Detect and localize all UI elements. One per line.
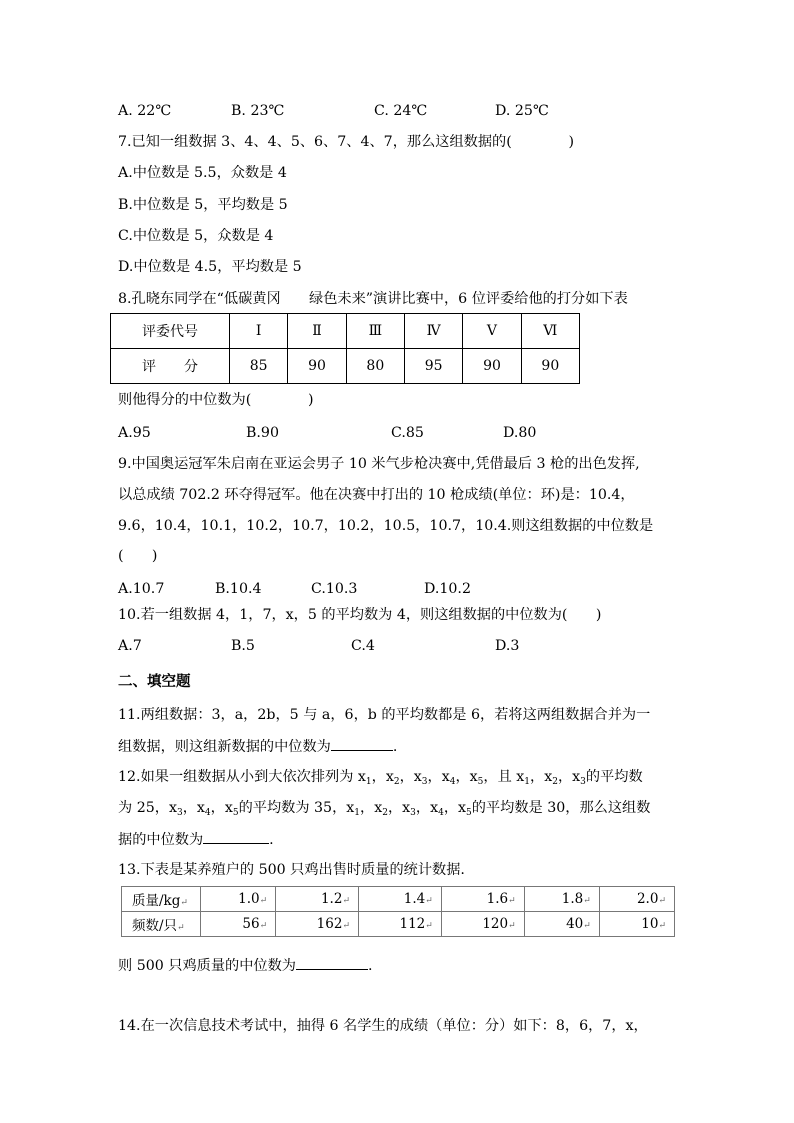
cell-text: 1.8: [561, 891, 584, 907]
table-cell: [441, 887, 524, 912]
q10-option-a: A.7: [118, 638, 142, 654]
q9-option-c: C.10.3: [311, 581, 358, 597]
subscript: 2: [393, 777, 400, 787]
subscript: 2: [382, 808, 388, 818]
q9-option-b: B.10.4: [215, 581, 262, 597]
table-cell: 85: [230, 349, 288, 384]
q12-text: ，x: [182, 800, 205, 816]
return-mark-icon: ↵: [425, 896, 433, 906]
q11-period: .: [392, 739, 398, 755]
subscript: 3: [580, 777, 586, 787]
q7-option-d: D.中位数是 4.5，平均数是 5: [118, 259, 302, 275]
return-mark-icon: ↵: [508, 921, 516, 931]
q10-option-c: C.4: [351, 638, 375, 654]
q12-answer-blank[interactable]: [203, 829, 269, 844]
q12-text: ，x: [210, 800, 233, 816]
return-mark-icon: ↵: [583, 896, 591, 906]
q12-text: ，x: [399, 769, 422, 785]
q8-stem: 8.孔晓东同学在“低碳黄冈 绿色未来”演讲比赛中，6 位评委给他的打分如下表: [118, 291, 628, 307]
q7-option-c: C.中位数是 5，众数是 4: [118, 228, 274, 244]
return-mark-icon: ↵: [177, 923, 185, 933]
q7-option-b: B.中位数是 5，平均数是 5: [118, 197, 288, 213]
return-mark-icon: ↵: [425, 921, 433, 931]
cell-text: 10: [641, 916, 659, 932]
q12-text: ，x: [443, 800, 467, 816]
q10-option-d: D.3: [495, 638, 520, 654]
cell-text: 112: [399, 916, 426, 932]
subscript: 5: [466, 808, 472, 818]
table-cell: [599, 887, 674, 912]
return-mark-icon: ↵: [508, 896, 516, 906]
q12-text: 的平均数为 35，x: [238, 800, 355, 816]
table-cell: 评 分: [111, 349, 230, 384]
cell-text: 频数/只: [132, 918, 178, 934]
table-cell: [524, 912, 599, 937]
subscript: 3: [176, 808, 183, 818]
q12-text: ，且 x: [483, 769, 525, 785]
cell-text: 56: [242, 916, 260, 932]
subscript: 5: [477, 777, 484, 787]
subscript: 1: [354, 808, 360, 818]
q14-line-1: 14.在一次信息技术考试中，抽得 6 名学生的成绩（单位：分）如下：8，6，7，x，: [118, 1018, 648, 1034]
q10-stem: 10.若一组数据 4，1，7，x，5 的平均数为 4，则这组数据的中位数为( ): [118, 607, 602, 623]
cell-text: 1.0: [238, 891, 260, 907]
table-cell: [122, 912, 201, 937]
q12-period: .: [269, 832, 274, 848]
cell-text: 2.0: [636, 891, 659, 907]
q9-option-d: D.10.2: [424, 581, 471, 597]
q11-answer-blank[interactable]: [331, 736, 393, 751]
q12-line-2: [118, 798, 650, 818]
q13-question: [118, 955, 373, 976]
q10-option-b: B.5: [231, 638, 255, 654]
q12-text: ，x: [415, 800, 439, 816]
q6-option-d: D. 25℃: [495, 103, 549, 119]
return-mark-icon: ↵: [180, 898, 188, 908]
table-cell: [358, 912, 441, 937]
q12-text: ，x: [371, 769, 394, 785]
return-mark-icon: ↵: [658, 921, 666, 931]
table-cell: 80: [346, 349, 404, 384]
q8-question: 则他得分的中位数为( ): [118, 392, 314, 408]
q13-weight-table: [121, 886, 675, 937]
table-cell: [201, 912, 276, 937]
return-mark-icon: ↵: [583, 921, 591, 931]
table-cell: [276, 887, 359, 912]
q12-text: 为 25，x: [118, 800, 177, 816]
table-cell: 评委代号: [111, 314, 230, 349]
cell-text: 120: [482, 916, 509, 932]
subscript: 4: [438, 808, 444, 818]
q9-option-a: A.10.7: [118, 581, 165, 597]
subscript: 3: [410, 808, 416, 818]
q9-line-1: 9.中国奥运冠军朱启南在亚运会男子 10 米气步枪决赛中,凭借最后 3 枪的出色发挥,: [118, 456, 640, 472]
q11-line-1: 11.两组数据：3，a，2b，5 与 a，6，b 的平均数都是 6，若将这两组数据合并为一: [118, 707, 651, 723]
q6-option-a: A. 22℃: [118, 103, 172, 119]
q12-line-1: [118, 767, 643, 787]
table-cell: Ⅲ: [346, 314, 404, 349]
q8-option-b: B.90: [246, 425, 279, 441]
return-mark-icon: ↵: [658, 896, 666, 906]
table-cell: [441, 912, 524, 937]
q8-option-a: A.95: [118, 425, 151, 441]
q12-text: ，x: [530, 769, 553, 785]
q8-option-c: C.85: [391, 425, 424, 441]
cell-text: 40: [566, 916, 584, 932]
subscript: 1: [365, 777, 372, 787]
table-row: [122, 887, 675, 912]
table-cell: Ⅰ: [230, 314, 288, 349]
q12-text: ，x: [557, 769, 581, 785]
section-title-fill-in: 二、填空题: [118, 674, 191, 690]
table-cell: [122, 887, 201, 912]
cell-text: 1.4: [403, 891, 426, 907]
table-row: [111, 314, 580, 349]
table-row: [111, 349, 580, 384]
table-cell: 90: [463, 349, 521, 384]
table-cell: [276, 912, 359, 937]
q8-option-d: D.80: [503, 425, 537, 441]
table-cell: 90: [521, 349, 579, 384]
table-cell: Ⅳ: [404, 314, 462, 349]
q12-line-3-text: 据的中位数为: [118, 832, 204, 848]
q12-text: ，x: [360, 800, 383, 816]
subscript: 1: [524, 777, 530, 787]
q7-stem: 7.已知一组数据 3、4、4、5、6、7、4、7，那么这组数据的( ): [118, 134, 575, 150]
q12-text: ，x: [455, 769, 478, 785]
cell-text: 1.6: [486, 891, 509, 907]
q11-line-2-text: 组数据，则这组新数据的中位数为: [118, 739, 331, 755]
table-cell: Ⅱ: [288, 314, 346, 349]
q13-stem: 13.下表是某养殖户的 500 只鸡出售时质量的统计数据.: [118, 862, 465, 878]
q12-text: ，x: [427, 769, 450, 785]
q12-text: 的平均数: [585, 769, 643, 785]
return-mark-icon: ↵: [259, 921, 268, 931]
q12-line-3: [118, 829, 274, 850]
subscript: 3: [421, 777, 428, 787]
q9-line-3: 9.6，10.4，10.1，10.2，10.7，10.2，10.5，10.7，10.4.则这组数据的中位数是: [118, 518, 654, 534]
table-cell: 95: [404, 349, 462, 384]
table-cell: Ⅴ: [463, 314, 521, 349]
q11-line-2: [118, 736, 397, 757]
table-row: [122, 912, 675, 937]
table-cell: Ⅵ: [521, 314, 579, 349]
subscript: 2: [552, 777, 558, 787]
subscript: 5: [232, 808, 239, 818]
q6-option-b: B. 23℃: [231, 103, 285, 119]
q13-period: .: [367, 958, 373, 974]
table-cell: [524, 887, 599, 912]
q12-text: 12.如果一组数据从小到大依次排列为 x: [118, 769, 366, 785]
table-cell: [358, 887, 441, 912]
q8-score-table: [110, 313, 580, 384]
q13-question-text: 则 500 只鸡质量的中位数为: [118, 958, 296, 974]
q13-answer-blank[interactable]: [296, 955, 368, 970]
subscript: 4: [204, 808, 211, 818]
q7-option-a: A.中位数是 5.5，众数是 4: [118, 165, 287, 181]
return-mark-icon: ↵: [342, 896, 350, 906]
return-mark-icon: ↵: [342, 921, 350, 931]
table-cell: 90: [288, 349, 346, 384]
q6-option-c: C. 24℃: [374, 103, 428, 119]
table-cell: [201, 887, 276, 912]
table-cell: [599, 912, 674, 937]
return-mark-icon: ↵: [259, 896, 268, 906]
cell-text: 1.2: [320, 891, 343, 907]
subscript: 4: [449, 777, 456, 787]
cell-text: 质量/kg: [132, 893, 181, 909]
q12-text: ，x: [387, 800, 411, 816]
cell-text: 162: [316, 916, 343, 932]
q9-line-4: ( ): [118, 548, 158, 564]
q12-text: 的平均数是 30，那么这组数: [471, 800, 651, 816]
q9-line-2: 以总成绩 702.2 环夺得冠军。他在决赛中打出的 10 枪成绩(单位：环)是：10.4，: [118, 487, 635, 503]
